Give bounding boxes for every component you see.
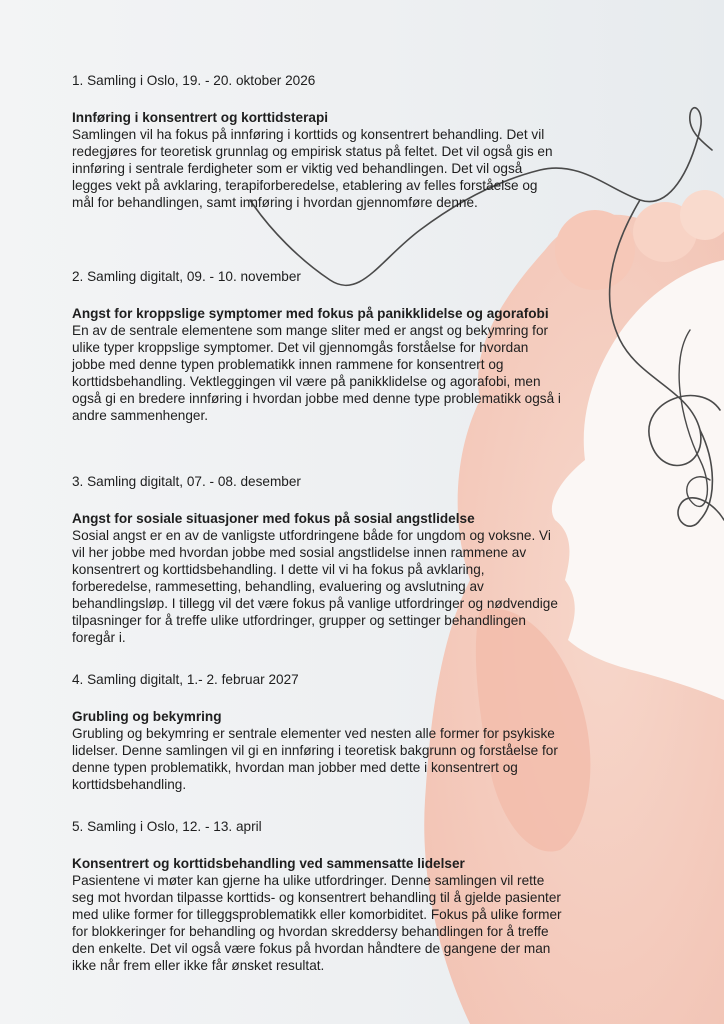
session-4 bbox=[72, 671, 562, 793]
session-description: Samlingen vil ha fokus på innføring i korttids og konsentrert behandling. Det vil redegjøres for teoretisk grunnlag og empirisk status på feltet. Det vil også gis en innføring i sentrale ferdigheter som er viktig ved behandlingen. Det vil også legges vekt på avklaring, terapiforberedelse, etablering av felles forståelse og mål for behandlingen, samt innføring i hvordan gjennomføre denne. bbox=[72, 127, 553, 210]
session-2 bbox=[72, 268, 562, 424]
session-title: Angst for kroppslige symptomer med fokus på panikklidelse og agorafobi bbox=[72, 306, 549, 321]
session-date: 4. Samling digitalt, 1.- 2. februar 2027 bbox=[72, 672, 299, 687]
session-date: 2. Samling digitalt, 09. - 10. november bbox=[72, 269, 301, 284]
session-description: Sosial angst er en av de vanligste utfordringene både for ungdom og voksne. Vi vil her jobbe med hvordan jobbe med sosial angstlidelse innen rammene av konsentrert og korttidsbehandling. I dette vil vi ha fokus på avklaring, forberedelse, rammesetting, behandling, evaluering og avslutning av behandlingsløp. I tillegg vil det være fokus på vanlige utfordringer og nødvendige tilpasninger for å treffe ulike utfordringer, grupper og settinger behandlingen foregår i. bbox=[72, 528, 558, 645]
session-date: 3. Samling digitalt, 07. - 08. desember bbox=[72, 474, 301, 489]
session-title: Angst for sosiale situasjoner med fokus på sosial angstlidelse bbox=[72, 511, 475, 526]
session-title: Grubling og bekymring bbox=[72, 709, 222, 724]
session-5 bbox=[72, 818, 562, 974]
session-1 bbox=[72, 72, 562, 211]
session-description: Pasientene vi møter kan gjerne ha ulike utfordringer. Denne samlingen vil rette seg mot hvordan tilpasse korttids- og konsentrert behandling til å gjelde pasienter med ulike former for tilleggsproblematikk eller komorbiditet. Fokus på ulike former for blokkeringer for behandling og hvordan skreddersy behandlingen for å treffe den enkelte. Det vil også være fokus på hvordan håndtere de gangene der man ikke når frem eller ikke får ønsket resultat. bbox=[72, 873, 562, 973]
session-description: Grubling og bekymring er sentrale elementer ved nesten alle former for psykiske lidelser. Denne samlingen vil gi en innføring i teoretisk bakgrunn og forståelse for denne typen problematikk, hvordan man jobber med dette i konsentrert og korttidsbehandling. bbox=[72, 726, 558, 792]
session-description: En av de sentrale elementene som mange sliter med er angst og bekymring for ulike typer kroppslige symptomer. Det vil gjennomgås forståelse for hvordan jobbe med denne typen problematikk innen rammene for konsentrert og korttidsbehandling. Vektleggingen vil være på panikklidelse og agorafobi, men også gi en bredere innføring i hvordan jobbe med denne type problematikk også i andre sammenhenger. bbox=[72, 323, 561, 423]
session-title: Konsentrert og korttidsbehandling ved sammensatte lidelser bbox=[72, 856, 465, 871]
session-title: Innføring i konsentrert og korttidsterapi bbox=[72, 110, 329, 125]
session-date: 5. Samling i Oslo, 12. - 13. april bbox=[72, 819, 262, 834]
finger-shape bbox=[555, 210, 635, 290]
session-3 bbox=[72, 473, 562, 646]
session-date: 1. Samling i Oslo, 19. - 20. oktober 2026 bbox=[72, 73, 316, 88]
